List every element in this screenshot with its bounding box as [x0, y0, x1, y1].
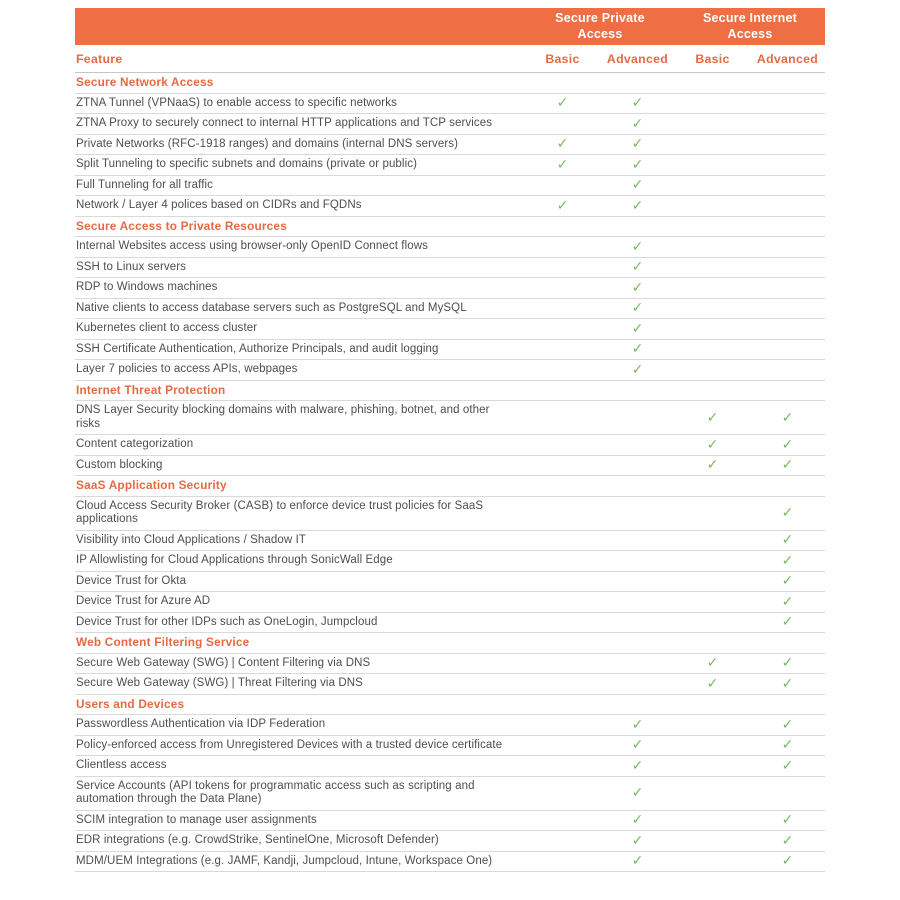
group-header-secure-internet-access — [675, 8, 825, 45]
sia-advanced-cell — [750, 456, 825, 476]
spa-basic-cell — [525, 94, 600, 114]
check-icon: ✓ — [556, 197, 569, 214]
check-icon: ✓ — [631, 737, 644, 754]
spa-basic-cell — [525, 811, 600, 831]
check-icon: ✓ — [781, 737, 794, 754]
feature-cell: Secure Web Gateway (SWG) | Content Filtering via DNS — [76, 656, 371, 669]
spa-advanced-cell — [600, 237, 675, 257]
spa-advanced-cell — [600, 319, 675, 339]
section-header-row — [75, 476, 825, 497]
spa-basic-cell — [525, 736, 600, 756]
feature-cell: Content categorization — [76, 438, 194, 450]
check-icon: ✓ — [781, 436, 794, 453]
sia-basic-cell — [675, 831, 750, 851]
spa-advanced-cell — [600, 831, 675, 851]
table-row — [75, 736, 825, 757]
table-row — [75, 319, 825, 340]
table-row — [75, 196, 825, 217]
sia-basic-cell — [675, 94, 750, 114]
check-icon: ✓ — [631, 238, 644, 255]
table-row — [75, 654, 825, 675]
sia-advanced-cell — [750, 777, 825, 810]
spa-basic-cell — [525, 196, 600, 216]
sia-basic-cell — [675, 278, 750, 298]
check-icon: ✓ — [706, 655, 719, 672]
feature-cell: Private Networks (RFC-1918 ranges) and domains (internal DNS servers) — [76, 137, 459, 150]
check-icon: ✓ — [631, 785, 644, 801]
spa-basic-cell — [525, 278, 600, 298]
table-body — [75, 73, 825, 872]
check-icon: ✓ — [781, 757, 794, 774]
spa-basic-cell — [525, 135, 600, 155]
check-icon: ✓ — [781, 655, 794, 672]
sia-basic-cell — [675, 401, 750, 434]
section-header-row — [75, 73, 825, 94]
table-row — [75, 777, 825, 811]
check-icon: ✓ — [631, 259, 644, 276]
check-icon: ✓ — [631, 177, 644, 194]
check-icon: ✓ — [706, 409, 719, 426]
spa-advanced-cell — [600, 176, 675, 196]
spa-advanced-cell — [600, 592, 675, 612]
spa-basic-cell — [525, 592, 600, 612]
spa-basic-cell — [525, 114, 600, 134]
feature-cell: RDP to Windows machines — [76, 281, 218, 293]
feature-cell: SCIM integration to manage user assignments — [76, 813, 317, 826]
tier-header-spa-basic: Basic — [545, 51, 580, 66]
spa-basic-cell — [525, 258, 600, 278]
sia-advanced-cell — [750, 613, 825, 633]
check-icon: ✓ — [706, 436, 719, 453]
table-row — [75, 237, 825, 258]
check-icon: ✓ — [781, 593, 794, 610]
spa-basic-cell — [525, 456, 600, 476]
spa-basic-cell — [525, 237, 600, 257]
sia-basic-cell — [675, 777, 750, 810]
feature-cell: Visibility into Cloud Applications / Shadow IT — [76, 533, 307, 546]
feature-cell: Kubernetes client to access cluster — [76, 322, 258, 334]
table-row — [75, 852, 825, 873]
spa-advanced-cell — [600, 811, 675, 831]
sia-basic-cell — [675, 592, 750, 612]
spa-advanced-cell — [600, 196, 675, 216]
feature-cell: Device Trust for other IDPs such as OneLogin, Jumpcloud — [76, 615, 378, 628]
table-row — [75, 572, 825, 593]
sia-advanced-cell — [750, 551, 825, 571]
feature-cell: Secure Web Gateway (SWG) | Threat Filtering via DNS — [76, 677, 363, 689]
table-row — [75, 811, 825, 832]
feature-cell: Clientless access — [76, 759, 167, 771]
table-row — [75, 176, 825, 197]
spa-basic-cell — [525, 613, 600, 633]
table-row — [75, 278, 825, 299]
sia-advanced-cell — [750, 299, 825, 319]
feature-cell: Split Tunneling to specific subnets and domains (private or public) — [76, 158, 418, 170]
check-icon: ✓ — [631, 757, 644, 774]
check-icon: ✓ — [631, 320, 644, 337]
sia-basic-cell — [675, 852, 750, 872]
spa-basic-cell — [525, 531, 600, 551]
feature-cell: Passwordless Authentication via IDP Federation — [76, 718, 326, 730]
spa-advanced-cell — [600, 155, 675, 175]
check-icon: ✓ — [556, 95, 569, 112]
check-icon: ✓ — [631, 136, 644, 153]
spa-basic-cell — [525, 401, 600, 434]
sia-basic-cell — [675, 435, 750, 455]
spa-advanced-cell — [600, 777, 675, 810]
check-icon: ✓ — [781, 409, 794, 426]
spa-advanced-cell — [600, 401, 675, 434]
feature-cell: Custom blocking — [76, 458, 163, 471]
sia-basic-cell — [675, 237, 750, 257]
feature-cell: Full Tunneling for all traffic — [76, 178, 214, 191]
check-icon: ✓ — [781, 832, 794, 849]
sia-advanced-cell — [750, 258, 825, 278]
sia-advanced-cell — [750, 852, 825, 872]
spa-basic-cell — [525, 319, 600, 339]
sia-advanced-cell — [750, 736, 825, 756]
check-icon: ✓ — [631, 361, 644, 378]
table-row — [75, 299, 825, 320]
spa-advanced-cell — [600, 654, 675, 674]
spa-advanced-cell — [600, 613, 675, 633]
table-row — [75, 531, 825, 552]
check-icon: ✓ — [631, 716, 644, 733]
spa-advanced-cell — [600, 531, 675, 551]
spa-advanced-cell — [600, 340, 675, 360]
sia-basic-cell — [675, 114, 750, 134]
sia-advanced-cell — [750, 237, 825, 257]
table-header-banner — [75, 8, 825, 45]
sia-basic-cell — [675, 756, 750, 776]
tier-header-sia-basic: Basic — [695, 51, 730, 66]
check-icon: ✓ — [781, 457, 794, 474]
sia-advanced-cell — [750, 831, 825, 851]
table-row — [75, 435, 825, 456]
table-row — [75, 94, 825, 115]
spa-basic-cell — [525, 340, 600, 360]
spa-basic-cell — [525, 674, 600, 694]
feature-cell: Device Trust for Okta — [76, 574, 187, 587]
sia-basic-cell — [675, 674, 750, 694]
sia-advanced-cell — [750, 135, 825, 155]
table-row — [75, 135, 825, 156]
sia-basic-cell — [675, 551, 750, 571]
spa-basic-cell — [525, 572, 600, 592]
sia-basic-cell — [675, 613, 750, 633]
sia-basic-cell — [675, 155, 750, 175]
sia-advanced-cell — [750, 401, 825, 434]
sia-basic-cell — [675, 715, 750, 735]
spa-basic-cell — [525, 756, 600, 776]
spa-advanced-cell — [600, 114, 675, 134]
sia-basic-cell — [675, 299, 750, 319]
group-header-label: Secure Internet Access — [702, 11, 797, 41]
check-icon: ✓ — [781, 675, 794, 692]
sia-basic-cell — [675, 456, 750, 476]
feature-cell: Internal Websites access using browser-only OpenID Connect flows — [76, 240, 428, 252]
check-icon: ✓ — [706, 675, 719, 692]
sia-basic-cell — [675, 319, 750, 339]
spa-basic-cell — [525, 360, 600, 380]
group-header-label: Secure Private Access — [555, 11, 645, 41]
spa-basic-cell — [525, 497, 600, 530]
feature-cell: Native clients to access database servers such as PostgreSQL and MySQL — [76, 301, 467, 314]
feature-cell: IP Allowlisting for Cloud Applications through SonicWall Edge — [76, 554, 393, 566]
spa-advanced-cell — [600, 551, 675, 571]
spa-advanced-cell — [600, 135, 675, 155]
feature-cell: Network / Layer 4 polices based on CIDRs and FQDNs — [76, 199, 362, 211]
sia-advanced-cell — [750, 654, 825, 674]
table-row — [75, 340, 825, 361]
spa-advanced-cell — [600, 456, 675, 476]
section-header-row — [75, 217, 825, 238]
feature-column-header: Feature — [76, 51, 123, 66]
check-icon: ✓ — [631, 279, 644, 296]
table-row — [75, 831, 825, 852]
sia-basic-cell — [675, 258, 750, 278]
section-title: Internet Threat Protection — [76, 382, 226, 397]
check-icon: ✓ — [631, 115, 644, 132]
spa-advanced-cell — [600, 736, 675, 756]
check-icon: ✓ — [631, 853, 644, 870]
feature-cell: ZTNA Proxy to securely connect to internal HTTP applications and TCP services — [76, 117, 493, 129]
check-icon: ✓ — [781, 812, 794, 829]
sia-advanced-cell — [750, 278, 825, 298]
check-icon: ✓ — [631, 300, 644, 317]
spa-basic-cell — [525, 435, 600, 455]
banner-feature-spacer — [75, 8, 525, 45]
section-title: Secure Network Access — [76, 75, 214, 89]
feature-cell: SSH Certificate Authentication, Authorize Principals, and audit logging — [76, 342, 439, 355]
sia-advanced-cell — [750, 360, 825, 380]
sia-advanced-cell — [750, 674, 825, 694]
spa-basic-cell — [525, 299, 600, 319]
sia-advanced-cell — [750, 497, 825, 530]
table-row — [75, 258, 825, 279]
table-row — [75, 551, 825, 572]
feature-cell: Policy-enforced access from Unregistered Devices with a trusted device certificate — [76, 738, 503, 751]
table-row — [75, 114, 825, 135]
check-icon: ✓ — [631, 156, 644, 173]
check-icon: ✓ — [556, 136, 569, 153]
section-header-row — [75, 695, 825, 716]
feature-cell: SSH to Linux servers — [76, 260, 187, 273]
table-row — [75, 756, 825, 777]
column-header-row — [75, 45, 825, 73]
feature-cell: EDR integrations (e.g. CrowdStrike, SentinelOne, Microsoft Defender) — [76, 834, 439, 846]
table-row — [75, 674, 825, 695]
sia-advanced-cell — [750, 435, 825, 455]
section-title: SaaS Application Security — [76, 478, 227, 492]
feature-cell: Cloud Access Security Broker (CASB) to enforce device trust policies for SaaS applications — [76, 499, 484, 525]
check-icon: ✓ — [631, 832, 644, 849]
sia-basic-cell — [675, 531, 750, 551]
sia-basic-cell — [675, 572, 750, 592]
check-icon: ✓ — [781, 573, 794, 590]
sia-advanced-cell — [750, 319, 825, 339]
feature-cell: Device Trust for Azure AD — [76, 595, 211, 607]
table-row — [75, 155, 825, 176]
sia-advanced-cell — [750, 340, 825, 360]
spa-advanced-cell — [600, 299, 675, 319]
check-icon: ✓ — [706, 457, 719, 474]
check-icon: ✓ — [631, 197, 644, 214]
spa-advanced-cell — [600, 94, 675, 114]
sia-basic-cell — [675, 196, 750, 216]
check-icon: ✓ — [781, 716, 794, 733]
table-row — [75, 592, 825, 613]
check-icon: ✓ — [781, 853, 794, 870]
sia-advanced-cell — [750, 592, 825, 612]
spa-advanced-cell — [600, 572, 675, 592]
section-header-row — [75, 633, 825, 654]
check-icon: ✓ — [631, 341, 644, 358]
tier-header-spa-advanced: Advanced — [606, 51, 669, 66]
spa-basic-cell — [525, 777, 600, 810]
table-row — [75, 360, 825, 381]
spa-basic-cell — [525, 715, 600, 735]
feature-cell: Layer 7 policies to access APIs, webpages — [76, 363, 298, 375]
spa-advanced-cell — [600, 756, 675, 776]
table-row — [75, 715, 825, 736]
feature-cell: ZTNA Tunnel (VPNaaS) to enable access to specific networks — [76, 96, 397, 109]
spa-advanced-cell — [600, 715, 675, 735]
tier-header-sia-advanced: Advanced — [756, 51, 819, 66]
sia-basic-cell — [675, 135, 750, 155]
sia-advanced-cell — [750, 155, 825, 175]
sia-advanced-cell — [750, 94, 825, 114]
table-row — [75, 613, 825, 634]
sia-advanced-cell — [750, 531, 825, 551]
sia-basic-cell — [675, 176, 750, 196]
spa-basic-cell — [525, 176, 600, 196]
check-icon: ✓ — [781, 505, 794, 521]
spa-advanced-cell — [600, 278, 675, 298]
sia-advanced-cell — [750, 114, 825, 134]
sia-advanced-cell — [750, 176, 825, 196]
check-icon: ✓ — [556, 156, 569, 173]
sia-advanced-cell — [750, 196, 825, 216]
spa-basic-cell — [525, 831, 600, 851]
table-row — [75, 497, 825, 531]
section-title: Secure Access to Private Resources — [76, 218, 287, 233]
spa-basic-cell — [525, 155, 600, 175]
spa-advanced-cell — [600, 258, 675, 278]
table-row — [75, 456, 825, 477]
table-row — [75, 401, 825, 435]
spa-advanced-cell — [600, 852, 675, 872]
sia-basic-cell — [675, 811, 750, 831]
check-icon: ✓ — [631, 95, 644, 112]
check-icon: ✓ — [631, 812, 644, 829]
spa-advanced-cell — [600, 360, 675, 380]
check-icon: ✓ — [781, 614, 794, 631]
spa-basic-cell — [525, 654, 600, 674]
sia-advanced-cell — [750, 756, 825, 776]
section-header-row — [75, 381, 825, 402]
sia-basic-cell — [675, 340, 750, 360]
spa-advanced-cell — [600, 497, 675, 530]
section-title: Web Content Filtering Service — [76, 635, 250, 649]
section-title: Users and Devices — [76, 696, 185, 711]
feature-cell: MDM/UEM Integrations (e.g. JAMF, Kandji, Jumpcloud, Intune, Workspace One) — [76, 854, 493, 867]
sia-basic-cell — [675, 654, 750, 674]
spa-advanced-cell — [600, 435, 675, 455]
spa-basic-cell — [525, 852, 600, 872]
feature-cell: DNS Layer Security blocking domains with malware, phishing, botnet, and other risks — [76, 404, 490, 430]
check-icon: ✓ — [781, 532, 794, 549]
sia-advanced-cell — [750, 715, 825, 735]
spa-basic-cell — [525, 551, 600, 571]
sia-basic-cell — [675, 736, 750, 756]
group-header-secure-private-access — [525, 8, 675, 45]
sia-advanced-cell — [750, 811, 825, 831]
sia-basic-cell — [675, 497, 750, 530]
sia-basic-cell — [675, 360, 750, 380]
check-icon: ✓ — [781, 552, 794, 569]
feature-cell: Service Accounts (API tokens for programmatic access such as scripting and automation through the Data Plane) — [76, 779, 475, 805]
spa-advanced-cell — [600, 674, 675, 694]
sia-advanced-cell — [750, 572, 825, 592]
